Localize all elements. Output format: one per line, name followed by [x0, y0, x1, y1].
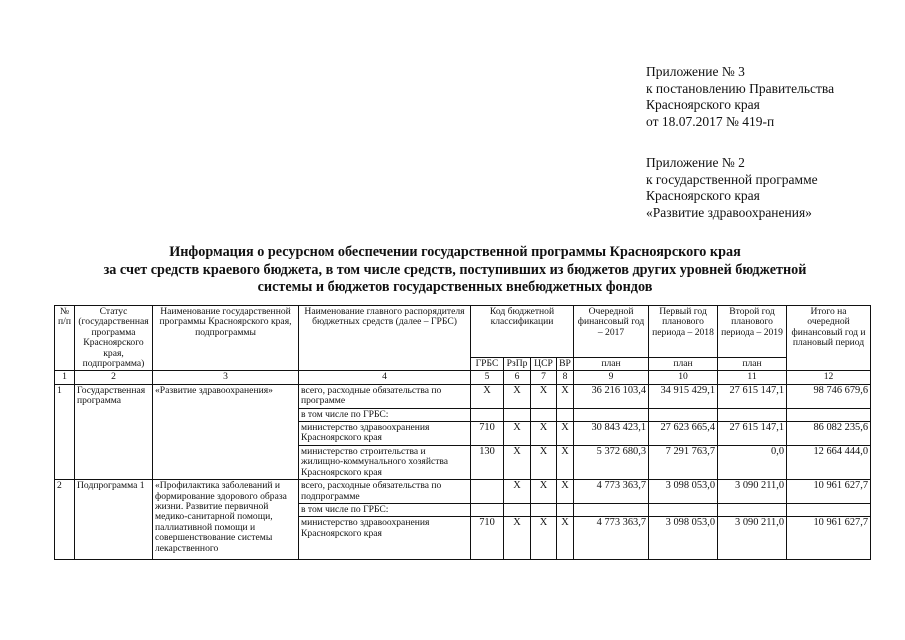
header-plan: план: [574, 357, 649, 371]
row-csr: X: [531, 384, 557, 408]
column-number: 2: [75, 371, 153, 384]
row-value-total: 98 746 679,6: [787, 384, 871, 408]
header-year-2017: Очередной финансовый год – 2017: [574, 306, 649, 358]
row-value-2017: 4 773 363,7: [574, 517, 649, 560]
appendix-2-line: Красноярского края: [646, 188, 760, 203]
row-grbs-code: [471, 480, 504, 504]
row-rzpr: X: [504, 445, 531, 479]
row-csr: X: [531, 445, 557, 479]
row-status: Государственная программа: [75, 384, 153, 479]
row-program-name: «Профилактика заболеваний и формирование здорового образа жизни. Развитие первичной медико-санитарной помощи, паллиативной помощи и совершенствование системы лекарственного: [153, 480, 299, 560]
row-value-total: 10 961 627,7: [787, 517, 871, 560]
header-status: Статус (государственная программа Красноярского края, подпрограмма): [75, 306, 153, 371]
row-grbs-desc: министерство здравоохранения Красноярского края: [299, 517, 471, 560]
table-row: [55, 480, 871, 504]
row-value-2018: 3 098 053,0: [649, 480, 718, 504]
row-num: 2: [55, 480, 75, 560]
header-grbs: ГРБС: [471, 357, 504, 371]
appendix-3-line: от 18.07.2017 № 419-п: [646, 113, 775, 129]
column-number: 8: [557, 371, 574, 384]
title-line: Информация о ресурсном обеспечении государственной программы Красноярского края: [169, 244, 741, 260]
row-grbs-desc: всего, расходные обязательства по программе: [299, 384, 471, 408]
resource-table: [54, 305, 871, 560]
column-number: 6: [504, 371, 531, 384]
title-line: системы и бюджетов государственных внебюджетных фондов: [257, 279, 653, 295]
table-row: [55, 384, 871, 408]
row-value-2019: 3 090 211,0: [718, 480, 787, 504]
appendix-2-line: к государственной программе: [646, 171, 818, 187]
column-number: 10: [649, 371, 718, 384]
appendix-2-line: Приложение № 2: [646, 155, 745, 170]
row-grbs-code: 710: [471, 422, 504, 446]
row-value-2019: 27 615 147,1: [718, 422, 787, 446]
row-vr: X: [557, 384, 574, 408]
header-year-2019: Второй год планового периода – 2019: [718, 306, 787, 358]
row-grbs-code: 710: [471, 517, 504, 560]
row-value-2019: 0,0: [718, 445, 787, 479]
row-value-2017: 36 216 103,4: [574, 384, 649, 408]
column-number: 11: [718, 371, 787, 384]
row-vr: X: [557, 445, 574, 479]
column-number-row: [55, 371, 871, 384]
row-value-total: 86 082 235,6: [787, 422, 871, 446]
row-grbs-desc: министерство строительства и жилищно-коммунального хозяйства Красноярского края: [299, 445, 471, 479]
row-csr: X: [531, 422, 557, 446]
row-csr: X: [531, 517, 557, 560]
row-value-2018: 3 098 053,0: [649, 517, 718, 560]
row-program-name: «Развитие здравоохранения»: [153, 384, 299, 479]
row-value-2019: 3 090 211,0: [718, 517, 787, 560]
row-value-total: 12 664 444,0: [787, 445, 871, 479]
header-num: № п/п: [55, 306, 75, 371]
table-header-row: [55, 306, 871, 358]
row-num: 1: [55, 384, 75, 479]
column-number: 5: [471, 371, 504, 384]
row-status: Подпрограмма 1: [75, 480, 153, 560]
row-vr: X: [557, 517, 574, 560]
appendix-3-line: Приложение № 3: [646, 64, 745, 79]
appendix-3-line: Красноярского края: [646, 97, 760, 112]
row-grbs-desc: министерство здравоохранения Красноярского края: [299, 422, 471, 446]
row-grbs-desc: всего, расходные обязательства по подпрограмме: [299, 480, 471, 504]
row-rzpr: X: [504, 480, 531, 504]
header-plan: план: [718, 357, 787, 371]
document-title: [40, 244, 870, 297]
row-grbs-desc: в том числе по ГРБС:: [299, 408, 471, 421]
row-value-2017: 4 773 363,7: [574, 480, 649, 504]
row-value-2018: 34 915 429,1: [649, 384, 718, 408]
row-value-2018: 7 291 763,7: [649, 445, 718, 479]
header-total: Итого на очередной финансовый год и плановый период: [787, 306, 871, 371]
header-code: Код бюджетной классификации: [471, 306, 574, 358]
row-value-total: 10 961 627,7: [787, 480, 871, 504]
row-grbs-desc: в том числе по ГРБС:: [299, 503, 471, 516]
row-grbs-code: 130: [471, 445, 504, 479]
row-vr: X: [557, 480, 574, 504]
title-line: за счет средств краевого бюджета, в том числе средств, поступивших из бюджетов других уровней бюджетной: [103, 261, 807, 278]
header-rzpr: РзПр: [504, 357, 531, 371]
column-number: 9: [574, 371, 649, 384]
column-number: 4: [299, 371, 471, 384]
row-csr: X: [531, 480, 557, 504]
header-name: Наименование государственной программы Красноярского края, подпрограммы: [153, 306, 299, 371]
row-value-2017: 5 372 680,3: [574, 445, 649, 479]
header-year-2018: Первый год планового периода – 2018: [649, 306, 718, 358]
appendix-2-heading: [646, 155, 818, 221]
header-vr: ВР: [557, 357, 574, 371]
appendix-3-line: к постановлению Правительства: [646, 80, 835, 96]
header-grbs-name: Наименование главного распорядителя бюджетных средств (далее – ГРБС): [299, 306, 471, 371]
row-value-2017: 30 843 423,1: [574, 422, 649, 446]
column-number: 1: [55, 371, 75, 384]
header-csr: ЦСР: [531, 357, 557, 371]
row-rzpr: X: [504, 422, 531, 446]
row-rzpr: X: [504, 517, 531, 560]
header-plan: план: [649, 357, 718, 371]
row-vr: X: [557, 422, 574, 446]
row-value-2018: 27 623 665,4: [649, 422, 718, 446]
row-value-2019: 27 615 147,1: [718, 384, 787, 408]
appendix-3-heading: [646, 64, 834, 130]
row-grbs-code: X: [471, 384, 504, 408]
column-number: 12: [787, 371, 871, 384]
appendix-2-line: «Развитие здравоохранения»: [646, 204, 812, 220]
row-rzpr: X: [504, 384, 531, 408]
column-number: 3: [153, 371, 299, 384]
column-number: 7: [531, 371, 557, 384]
